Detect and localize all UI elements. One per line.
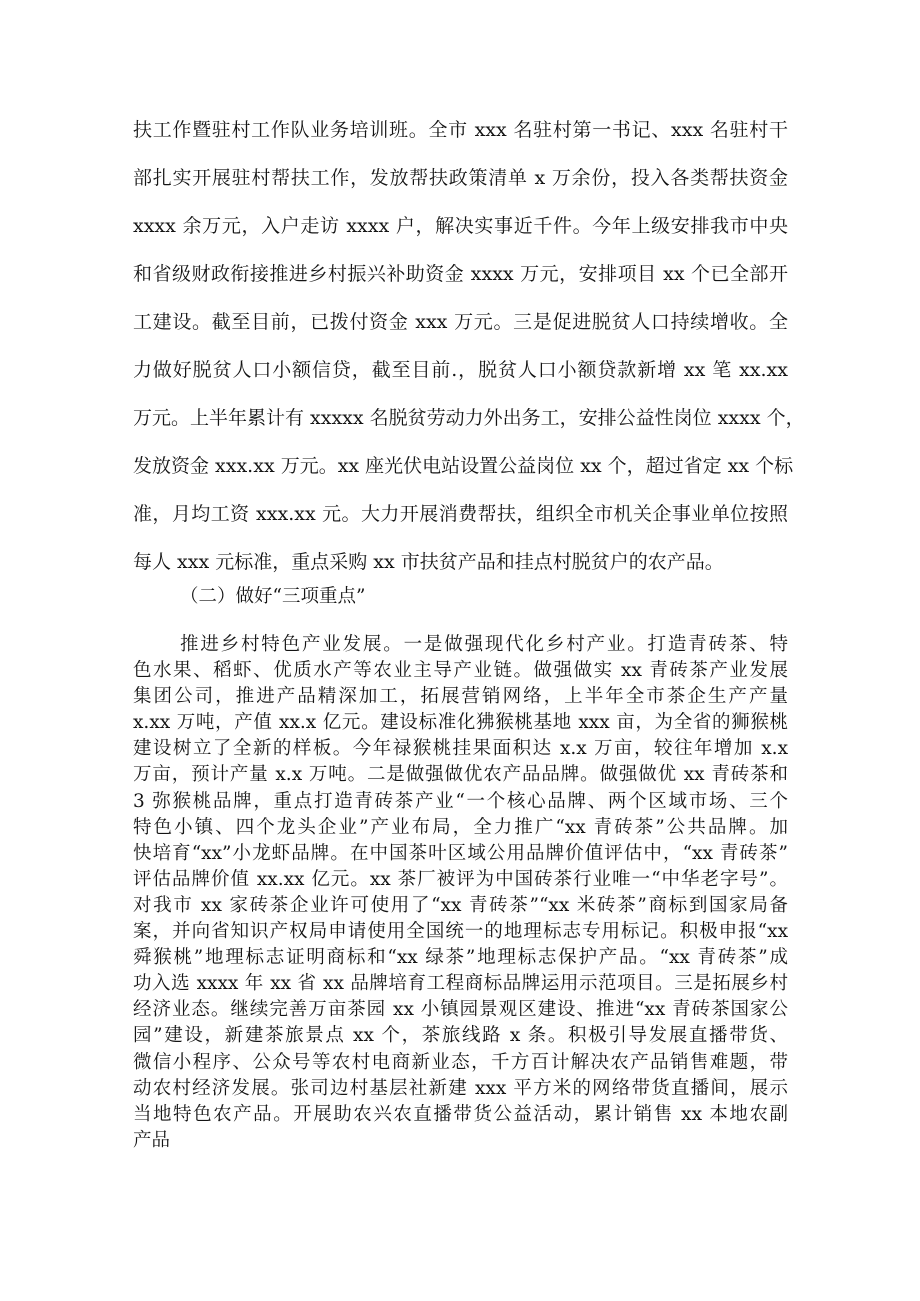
paragraph-line: 和省级财政衔接推进乡村振兴补助资金 xxxx 万元，安排项目 xx 个已全部开 [133,263,788,285]
paragraph-line: 扶工作暨驻村工作队业务培训班。全市 xxx 名驻村第一书记、xxx 名驻村干 [133,119,788,141]
paragraph-line: 发放资金 xxx.xx 万元。xx 座光伏电站设置公益岗位 xx 个，超过省定 xx 个标 [133,455,794,477]
body-paragraph-1 [133,106,805,586]
body-paragraph-2 [133,632,788,1154]
paragraph-line: 微信小程序、公众号等农村电商新业态，千方百计解决农产品销售难题，带 [133,1051,788,1073]
paragraph-line: 建设树立了全新的样板。今年禄猴桃挂果面积达 x.x 万亩，较往年增加 x.x [133,738,788,760]
paragraph-line: 工建设。截至目前，已拨付资金 xxx 万元。三是促进脱贫人口持续增收。全 [133,311,788,333]
paragraph-line: 万亩，预计产量 x.x 万吨。二是做强做优农产品品牌。做强做优 xx 青砖茶和 [133,764,788,786]
paragraph-line: 快培育“xx”小龙虾品牌。在中国茶叶区域公用品牌价值评估中，“xx 青砖茶” [133,842,788,864]
paragraph-line: 部扎实开展驻村帮扶工作，发放帮扶政策清单 x 万余份，投入各类帮扶资金 [133,167,788,189]
paragraph-line: 园”建设，新建茶旅景点 xx 个，茶旅线路 x 条。积极引导发展直播带货、 [133,1025,788,1047]
paragraph-line: 力做好脱贫人口小额信贷，截至目前.，脱贫人口小额贷款新增 xx 笔 xx.xx [133,359,788,381]
paragraph-line: 推进乡村特色产业发展。一是做强现代化乡村产业。打造青砖茶、特 [180,634,788,655]
paragraph-line: 舜猴桃”地理标志证明商标和“xx 绿茶”地理标志保护产品。“xx 青砖茶”成 [133,947,788,969]
paragraph-line: 经济业态。继续完善万亩茶园 xx 小镇园景观区建设、推进“xx 青砖茶国家公 [133,999,788,1021]
paragraph-line: 万元。上半年累计有 xxxxx 名脱贫劳动力外出务工，安排公益性岗位 xxxx 个， [133,407,805,429]
paragraph-line: 案，并向省知识产权局申请使用全国统一的地理标志专用标记。积极申报“xx [133,921,788,943]
paragraph-line: 当地特色农产品。开展助农兴农直播带货公益活动，累计销售 xx 本地农副 [133,1103,788,1125]
paragraph-line: 每人 xxx 元标准，重点采购 xx 市扶贫产品和挂点村脱贫户的农产品。 [133,551,724,573]
paragraph-line: 对我市 xx 家砖茶企业许可使用了“xx 青砖茶”“xx 米砖茶”商标到国家局备 [133,894,788,916]
paragraph-line: xxxx 余万元，入户走访 xxxx 户，解决实事近千件。今年上级安排我市中央 [133,215,788,237]
paragraph-line: 功入选 xxxx 年 xx 省 xx 品牌培育工程商标品牌运用示范项目。三是拓展乡村 [133,973,788,995]
paragraph-line: 准，月均工资 xxx.xx 元。大力开展消费帮扶，组织全市机关企事业单位按照 [133,503,788,525]
paragraph-line: 评估品牌价值 xx.xx 亿元。xx 茶厂被评为中国砖茶行业唯一“中华老字号”。 [133,868,788,890]
paragraph-line: 特色小镇、四个龙头企业”产业布局，全力推广“xx 青砖茶”公共品牌。加 [133,816,788,838]
paragraph-line: 动农村经济发展。张司边村基层社新建 xxx 平方米的网络带货直播间，展示 [133,1077,788,1099]
paragraph-line: 色水果、稻虾、优质水产等农业主导产业链。做强做实 xx 青砖茶产业发展 [133,660,788,682]
paragraph-line: 产品 [133,1129,171,1151]
paragraph-line: 集团公司，推进产品精深加工，拓展营销网络，上半年全市茶企生产产量 [133,686,788,708]
paragraph-line: x.xx 万吨，产值 xx.x 亿元。建设标准化狒猴桃基地 xxx 亩，为全省的狮猴桃 [133,712,788,734]
section-heading: （二）做好“三项重点” [180,586,366,607]
paragraph-line: 3 弥猴桃品牌，重点打造青砖茶产业“一个核心品牌、两个区域市场、三个 [133,790,788,812]
